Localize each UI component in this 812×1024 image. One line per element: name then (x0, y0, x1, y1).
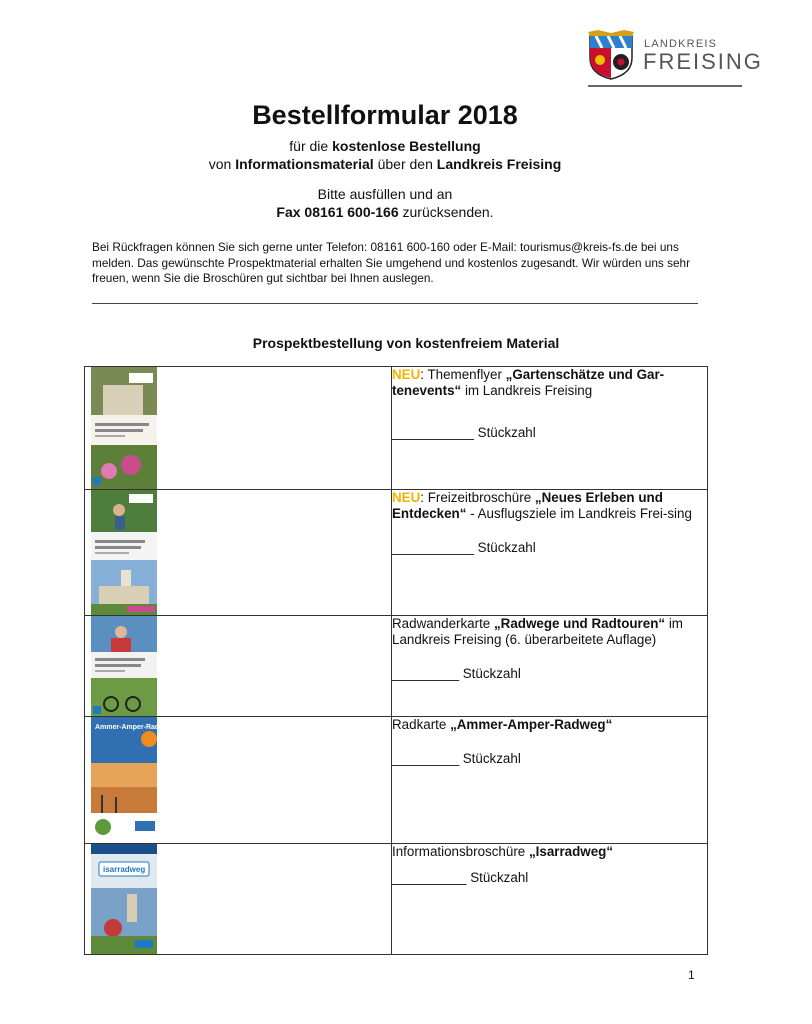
item-description-cell (392, 844, 708, 955)
brochure-cover-ammer-amper (91, 717, 173, 843)
item-description-cell (392, 490, 708, 616)
brochure-cover-cell (85, 367, 392, 490)
section-divider (92, 303, 698, 304)
table-row (85, 616, 708, 717)
item-description-cell (392, 367, 708, 490)
brochure-cover-cell (85, 490, 392, 616)
item-description: NEU: Freizeitbroschüre „Neues Erleben und Entdecken“ - Ausflugsziele im Landkreis Frei-sing (392, 490, 692, 521)
logo-label-big: FREISING (643, 49, 763, 74)
brochure-cover-neues-erleben (91, 490, 157, 615)
table-row (85, 844, 708, 955)
page-number: 1 (688, 968, 695, 982)
instruction-line-2: Fax 08161 600-166 zurücksenden. (276, 204, 494, 220)
subtitle-line-1: für die kostenlose Bestellung (289, 138, 481, 154)
logo-divider (588, 85, 742, 87)
item-description-cell (392, 717, 708, 844)
item-description: Informationsbroschüre „Isarradweg“ (392, 844, 614, 859)
section-title: Prospektbestellung von kostenfreiem Material (252, 335, 560, 351)
brochure-cover-gartenschaetze (91, 367, 157, 489)
brochure-cover-isarradweg (91, 844, 157, 954)
page-title: Bestellformular 2018 (252, 100, 518, 130)
brochure-cover-radwege (91, 616, 157, 716)
item-description-cell (392, 616, 708, 717)
coat-of-arms-icon (588, 30, 634, 80)
quantity-field[interactable]: ___________ Stückzahl (392, 425, 536, 440)
cover-title: isarradweg (103, 865, 146, 874)
item-description: NEU: Themenflyer „Gartenschätze und Gar-tenevents“ im Landkreis Freising (392, 367, 665, 398)
landkreis-logo (588, 30, 763, 90)
item-description: Radwanderkarte „Radwege und Radtouren“ im Landkreis Freising (6. überarbeitete Auflage) (392, 616, 683, 647)
intro-paragraph: Bei Rückfragen können Sie sich gerne unter Telefon: 08161 600-160 oder E-Mail: tourismus@kreis-fs.de bei uns melden. Das gewünschte Prospektmaterial erhalten Sie umgehend und kostenlos zugesandt. Wir würden uns sehr freuen, wenn Sie die Broschüren gut sichtbar bei Ihnen auslegen. (92, 240, 691, 285)
table-row (85, 490, 708, 616)
order-table (84, 366, 708, 955)
item-description: Radkarte „Ammer-Amper-Radweg“ (392, 717, 613, 732)
subtitle-line-2: von Informationsmaterial über den Landkreis Freising (208, 156, 562, 172)
quantity-field[interactable]: __________ Stückzahl (392, 870, 529, 885)
cover-title: Ammer-Amper-Radweg (95, 724, 173, 731)
quantity-field[interactable]: _________ Stückzahl (392, 751, 521, 766)
logo-label-small: LANDKREIS (644, 38, 718, 50)
brochure-cover-cell (85, 616, 392, 717)
table-row (85, 717, 708, 844)
brochure-cover-cell (85, 717, 392, 844)
table-row (85, 367, 708, 490)
instruction-line-1: Bitte ausfüllen und an (317, 186, 453, 202)
quantity-field[interactable]: _________ Stückzahl (392, 666, 521, 681)
brochure-cover-cell (85, 844, 392, 955)
quantity-field[interactable]: ___________ Stückzahl (392, 540, 536, 555)
